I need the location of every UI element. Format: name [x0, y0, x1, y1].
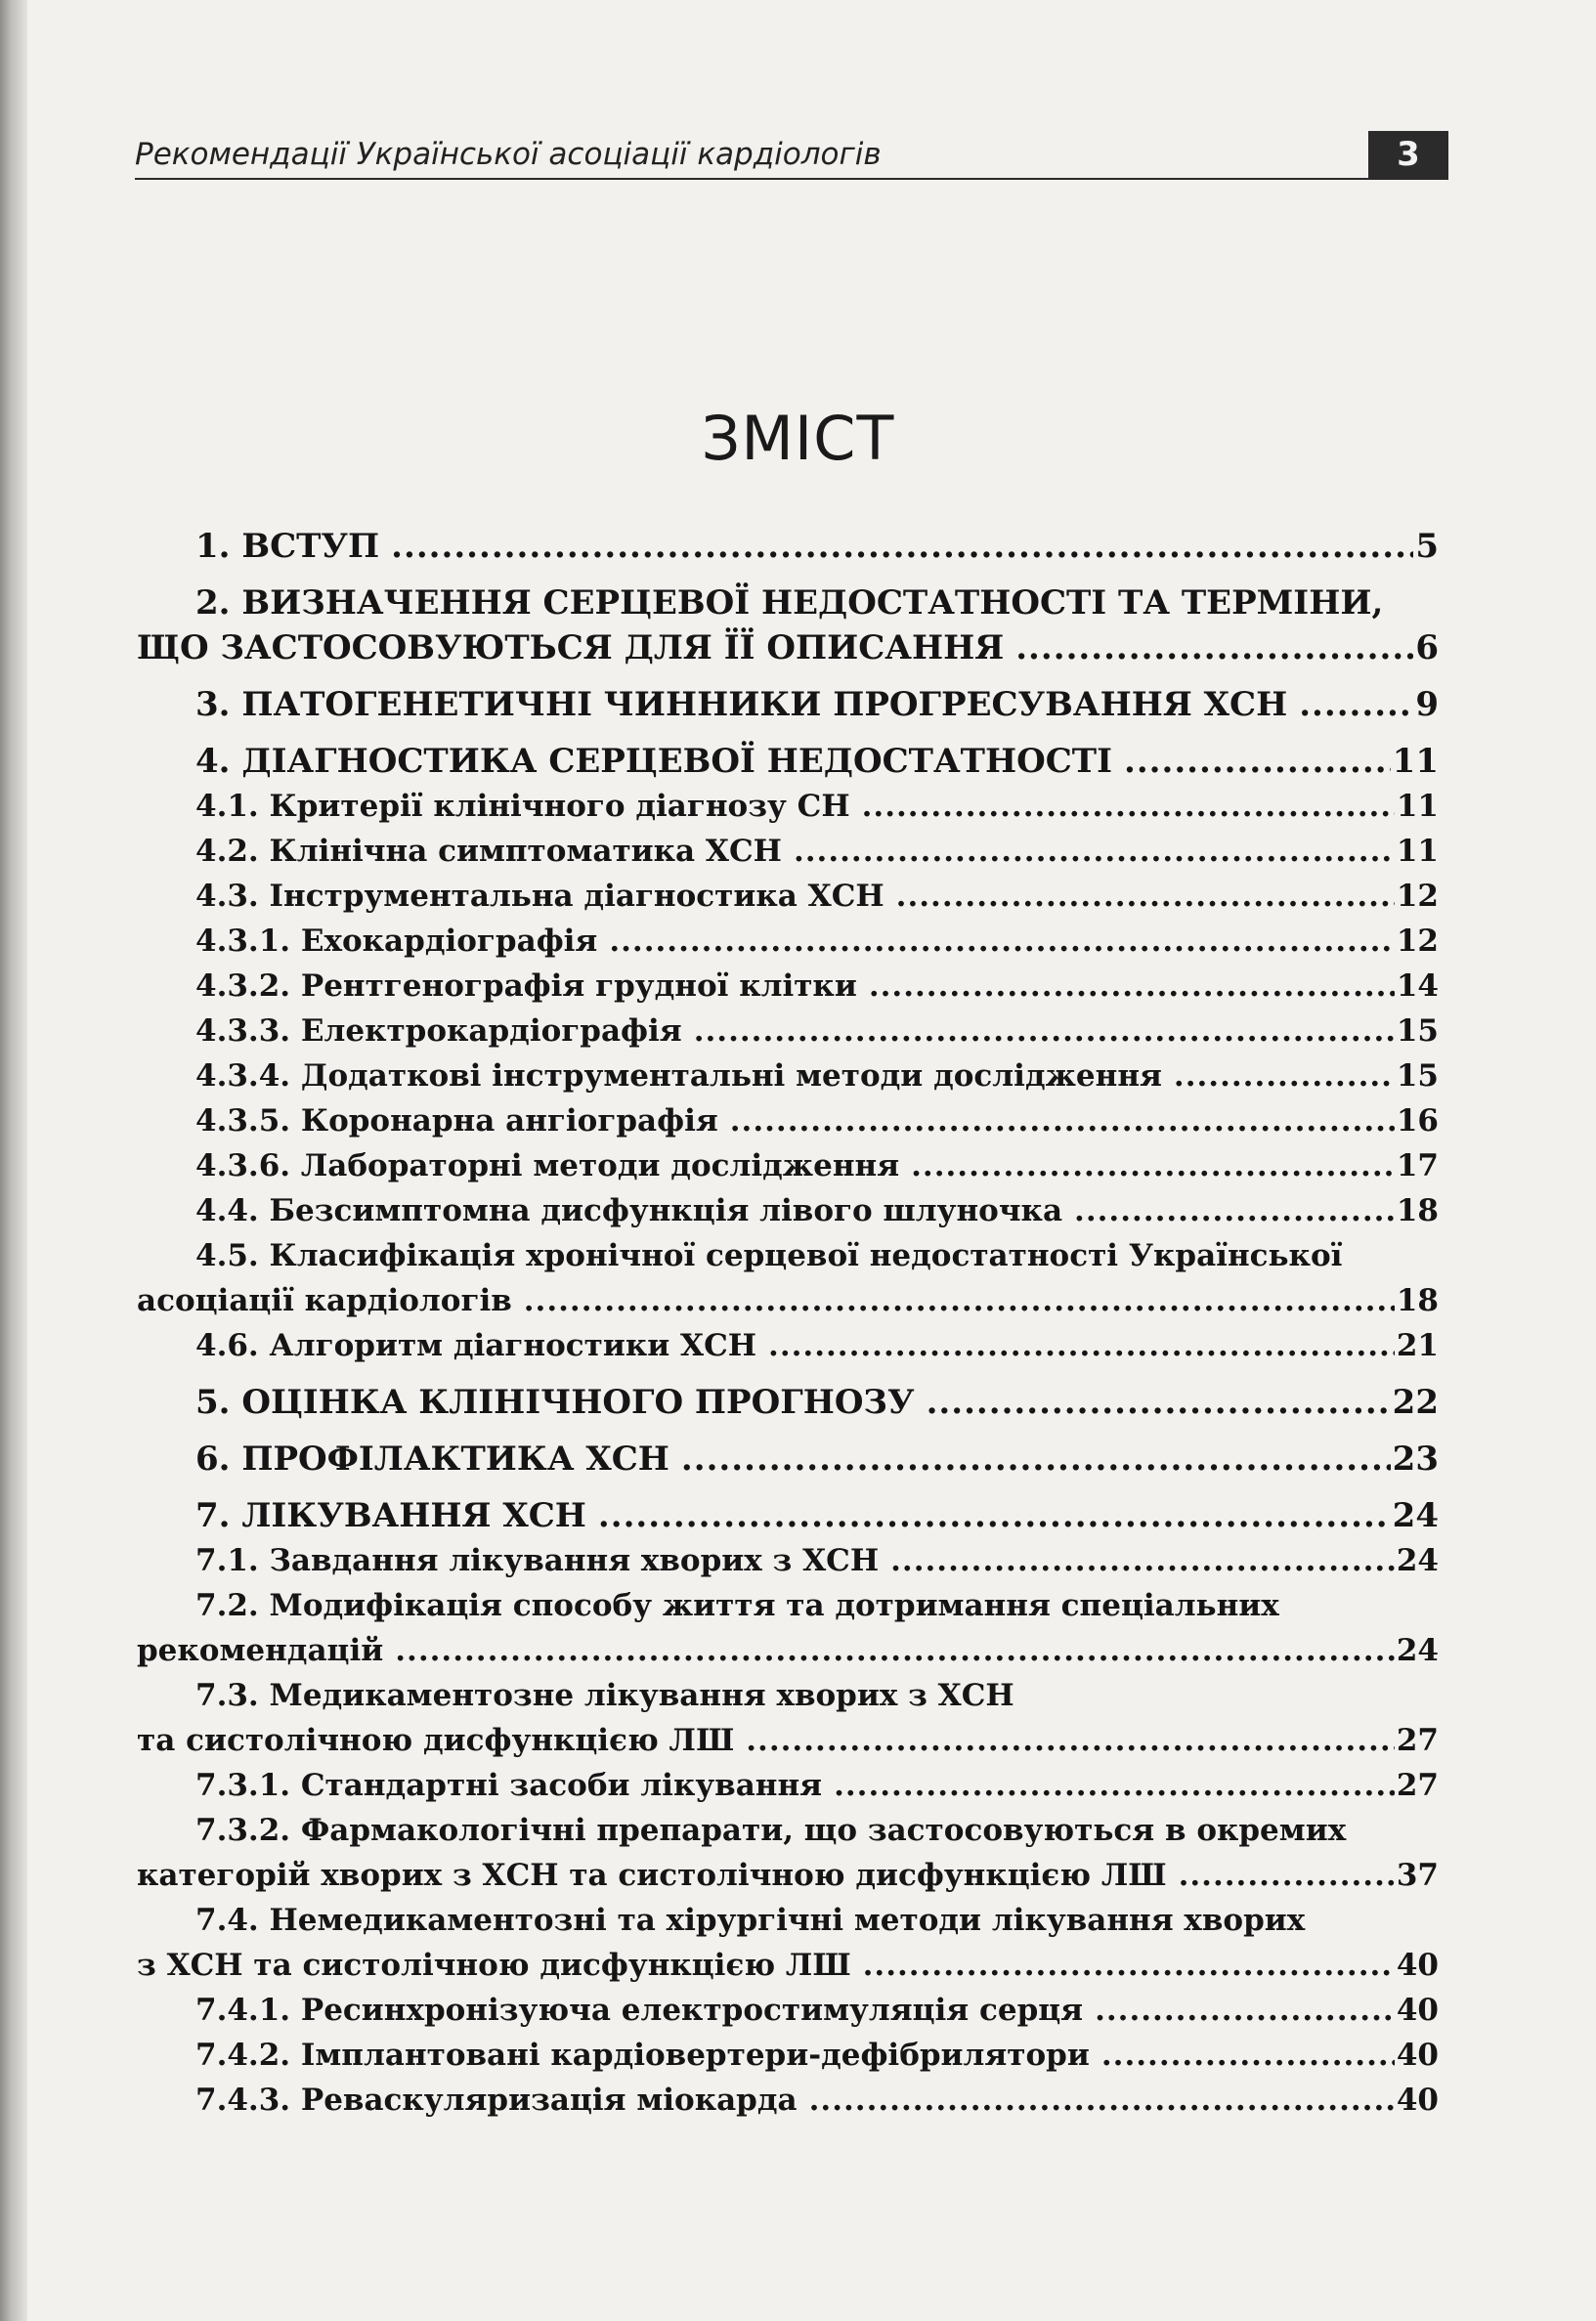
toc-entry-row: [137, 1538, 1439, 1583]
toc-entry-page-number: 6: [1415, 628, 1439, 667]
toc-entry-page-number: 18: [1396, 1193, 1439, 1228]
toc-entry-row: [137, 1143, 1439, 1188]
toc-entry-row: [137, 1380, 1439, 1425]
toc-entry-row: [137, 2033, 1439, 2078]
toc-entry: [137, 1380, 1439, 1425]
toc-entry-title: 1. ВСТУП: [195, 527, 380, 566]
toc-heading: ЗМІСТ: [701, 403, 895, 474]
toc-entry-title: 7.4.1. Ресинхронізуюча електростимуляція серця: [195, 1993, 1084, 2028]
toc-entry-page-number: 27: [1396, 1768, 1439, 1803]
toc-entry-row: [137, 1718, 1439, 1763]
toc-entry: [137, 1493, 1439, 1538]
toc-entry-title: 7.4.3. Реваскуляризація міокарда: [195, 2083, 798, 2118]
toc-entry-row: [137, 829, 1439, 874]
dot-leader: [896, 874, 1395, 919]
toc-entry-row: [137, 1493, 1439, 1538]
toc-entry-page-number: 11: [1396, 834, 1439, 869]
toc-entry-title: 4.3.1. Ехокардіографія: [195, 924, 598, 959]
toc-entry-row: [137, 1988, 1439, 2033]
dot-leader: [834, 1763, 1395, 1808]
toc-entry-title: 4.3.4. Додаткові інструментальні методи дослідження: [195, 1058, 1162, 1094]
toc-entry-page-number: 18: [1396, 1283, 1439, 1318]
toc-entry-title: 7.4.2. Імплантовані кардіовертери-дефібрилятори: [195, 2038, 1090, 2073]
toc-entry-page-number: 23: [1392, 1440, 1439, 1479]
toc-entry-row: [137, 625, 1439, 670]
toc-entry: [137, 1009, 1439, 1053]
toc-entry-page-number: 40: [1396, 2038, 1439, 2073]
toc-entry-page-number: 40: [1396, 1993, 1439, 2028]
dot-leader: [395, 1628, 1395, 1673]
toc-entry: [137, 829, 1439, 874]
toc-entry-page-number: 40: [1396, 1948, 1439, 1983]
toc-entry-page-number: 21: [1396, 1328, 1439, 1363]
toc-entry: [137, 1233, 1439, 1323]
table-of-contents: [137, 524, 1439, 2123]
toc-entry-title: 4.3.3. Електрокардіографія: [195, 1013, 682, 1049]
toc-entry: [137, 682, 1439, 727]
toc-entry-first-line: 7.3. Медикаментозне лікування хворих з ХСН: [195, 1678, 1014, 1713]
toc-entry: [137, 1437, 1439, 1482]
toc-entry-title: 7.3.1. Стандартні засоби лікування: [195, 1768, 823, 1803]
toc-entry: [137, 1323, 1439, 1368]
toc-entry: [137, 874, 1439, 919]
toc-entry: [137, 580, 1439, 670]
toc-entry-page-number: 24: [1396, 1633, 1439, 1668]
dot-leader: [681, 1437, 1391, 1482]
dot-leader: [1074, 1188, 1395, 1233]
dot-leader: [1015, 625, 1413, 670]
dot-leader: [694, 1009, 1395, 1053]
toc-entry-row: [137, 1053, 1439, 1098]
dot-leader: [911, 1143, 1395, 1188]
toc-entry-row: [137, 1009, 1439, 1053]
toc-entry: [137, 1053, 1439, 1098]
dot-leader: [768, 1323, 1395, 1368]
toc-entry-page-number: 15: [1396, 1013, 1439, 1049]
toc-entry-page-number: 24: [1396, 1543, 1439, 1578]
dot-leader: [391, 524, 1413, 569]
toc-entry: [137, 1673, 1439, 1763]
toc-entry-title: 4.3.2. Рентгенографія грудної клітки: [195, 968, 857, 1004]
toc-entry-page-number: 5: [1415, 527, 1439, 566]
toc-entry-row: [137, 784, 1439, 829]
toc-entry-page-number: 24: [1392, 1496, 1439, 1535]
toc-entry-page-number: 9: [1415, 685, 1439, 724]
toc-entry-page-number: 14: [1396, 968, 1439, 1004]
toc-entry-page-number: 40: [1396, 2083, 1439, 2118]
toc-entry-first-line: 7.2. Модифікація способу життя та дотримання спеціальних: [195, 1588, 1279, 1623]
toc-entry-row: [137, 964, 1439, 1009]
toc-entry-row: [137, 1943, 1439, 1988]
toc-entry: [137, 1583, 1439, 1673]
toc-entry-title: 4.3. Інструментальна діагностика ХСН: [195, 879, 884, 914]
toc-entry-page-number: 11: [1396, 789, 1439, 824]
toc-entry-title: 4. ДІАГНОСТИКА СЕРЦЕВОЇ НЕДОСТАТНОСТІ: [195, 742, 1112, 781]
dot-leader: [869, 964, 1395, 1009]
dot-leader: [1174, 1053, 1395, 1098]
toc-entry-page-number: 22: [1392, 1383, 1439, 1422]
toc-entry-row: [137, 739, 1439, 784]
dot-leader: [1299, 682, 1413, 727]
toc-entry-title: 4.1. Критерії клінічного діагнозу СН: [195, 789, 850, 824]
toc-entry: [137, 1098, 1439, 1143]
toc-entry: [137, 2078, 1439, 2123]
dot-leader: [1179, 1853, 1395, 1898]
toc-entry-title: 7.1. Завдання лікування хворих з ХСН: [195, 1543, 880, 1578]
toc-entry-page-number: 12: [1396, 924, 1439, 959]
toc-entry: [137, 1188, 1439, 1233]
toc-entry-row: [137, 1098, 1439, 1143]
running-title: Рекомендації Української асоціації кардіологів: [135, 137, 882, 172]
toc-entry: [137, 1988, 1439, 2033]
dot-leader: [746, 1718, 1395, 1763]
toc-entry-page-number: 15: [1396, 1058, 1439, 1094]
toc-entry-title: 7. ЛІКУВАННЯ ХСН: [195, 1496, 586, 1535]
toc-entry-row: [137, 1323, 1439, 1368]
toc-entry: [137, 964, 1439, 1009]
toc-entry-row: [137, 2078, 1439, 2123]
toc-entry-title: 4.2. Клінічна симптоматика ХСН: [195, 834, 782, 869]
toc-entry: [137, 2033, 1439, 2078]
dot-leader: [862, 784, 1395, 829]
toc-entry-page-number: 12: [1396, 879, 1439, 914]
toc-entry: [137, 739, 1439, 784]
page-edge-shadow: [0, 0, 27, 2321]
toc-entry-row: [137, 1628, 1439, 1673]
page-number: 3: [1368, 131, 1448, 178]
toc-entry-page-number: 27: [1396, 1723, 1439, 1758]
toc-entry-title: з ХСН та систолічною дисфункцією ЛШ: [137, 1948, 851, 1983]
toc-entry-title: 4.3.6. Лабораторні методи дослідження: [195, 1148, 900, 1183]
toc-entry-page-number: 11: [1392, 742, 1439, 781]
toc-entry-row: [137, 919, 1439, 964]
toc-entry-title: 4.4. Безсимптомна дисфункція лівого шлуночка: [195, 1193, 1063, 1228]
toc-entry-row: [137, 874, 1439, 919]
toc-entry-row: [137, 1278, 1439, 1323]
toc-entry-title: 4.3.5. Коронарна ангіографія: [195, 1103, 718, 1139]
toc-entry-first-line: 7.3.2. Фармакологічні препарати, що застосовуються в окремих: [195, 1813, 1347, 1848]
toc-entry: [137, 1808, 1439, 1898]
toc-entry-row: [137, 524, 1439, 569]
toc-entry-title: 3. ПАТОГЕНЕТИЧНІ ЧИННИКИ ПРОГРЕСУВАННЯ ХСН: [195, 685, 1288, 724]
toc-entry-row: [137, 1437, 1439, 1482]
toc-entry-title: 5. ОЦІНКА КЛІНІЧНОГО ПРОГНОЗУ: [195, 1383, 915, 1422]
dot-leader: [863, 1943, 1395, 1988]
dot-leader: [1124, 739, 1391, 784]
toc-entry: [137, 919, 1439, 964]
dot-leader: [809, 2078, 1395, 2123]
toc-entry: [137, 1143, 1439, 1188]
toc-entry-first-line: 2. ВИЗНАЧЕННЯ СЕРЦЕВОЇ НЕДОСТАТНОСТІ ТА ТЕРМІНИ,: [195, 583, 1384, 623]
dot-leader: [609, 919, 1395, 964]
toc-entry-title: 6. ПРОФІЛАКТИКА ХСН: [195, 1440, 669, 1479]
toc-entry-first-line: 4.5. Класифікація хронічної серцевої недостатності Української: [195, 1238, 1343, 1273]
toc-entry-row: [137, 682, 1439, 727]
toc-entry: [137, 1898, 1439, 1988]
toc-entry-row: [137, 1853, 1439, 1898]
toc-entry-title: та систолічною дисфункцією ЛШ: [137, 1723, 735, 1758]
toc-entry-title: асоціації кардіологів: [137, 1283, 512, 1318]
running-header: [135, 133, 1448, 180]
dot-leader: [524, 1278, 1395, 1323]
toc-entry-page-number: 17: [1396, 1148, 1439, 1183]
dot-leader: [890, 1538, 1395, 1583]
dot-leader: [730, 1098, 1395, 1143]
toc-entry-page-number: 37: [1396, 1858, 1439, 1893]
toc-entry-title: рекомендацій: [137, 1633, 384, 1668]
dot-leader: [598, 1493, 1391, 1538]
dot-leader: [1101, 2033, 1395, 2078]
toc-entry-title: 4.6. Алгоритм діагностики ХСН: [195, 1328, 757, 1363]
toc-entry-title: ЩО ЗАСТОСОВУЮТЬСЯ ДЛЯ ЇЇ ОПИСАННЯ: [137, 628, 1005, 667]
toc-entry-row: [137, 1763, 1439, 1808]
dot-leader: [927, 1380, 1391, 1425]
toc-entry-page-number: 16: [1396, 1103, 1439, 1139]
toc-entry-row: [137, 1188, 1439, 1233]
toc-entry-first-line: 7.4. Немедикаментозні та хірургічні методи лікування хворих: [195, 1903, 1306, 1938]
dot-leader: [1095, 1988, 1395, 2033]
toc-entry: [137, 784, 1439, 829]
toc-entry-title: категорій хворих з ХСН та систолічною дисфункцією ЛШ: [137, 1858, 1167, 1893]
toc-entry: [137, 1763, 1439, 1808]
toc-entry: [137, 1538, 1439, 1583]
toc-entry: [137, 524, 1439, 569]
dot-leader: [794, 829, 1395, 874]
